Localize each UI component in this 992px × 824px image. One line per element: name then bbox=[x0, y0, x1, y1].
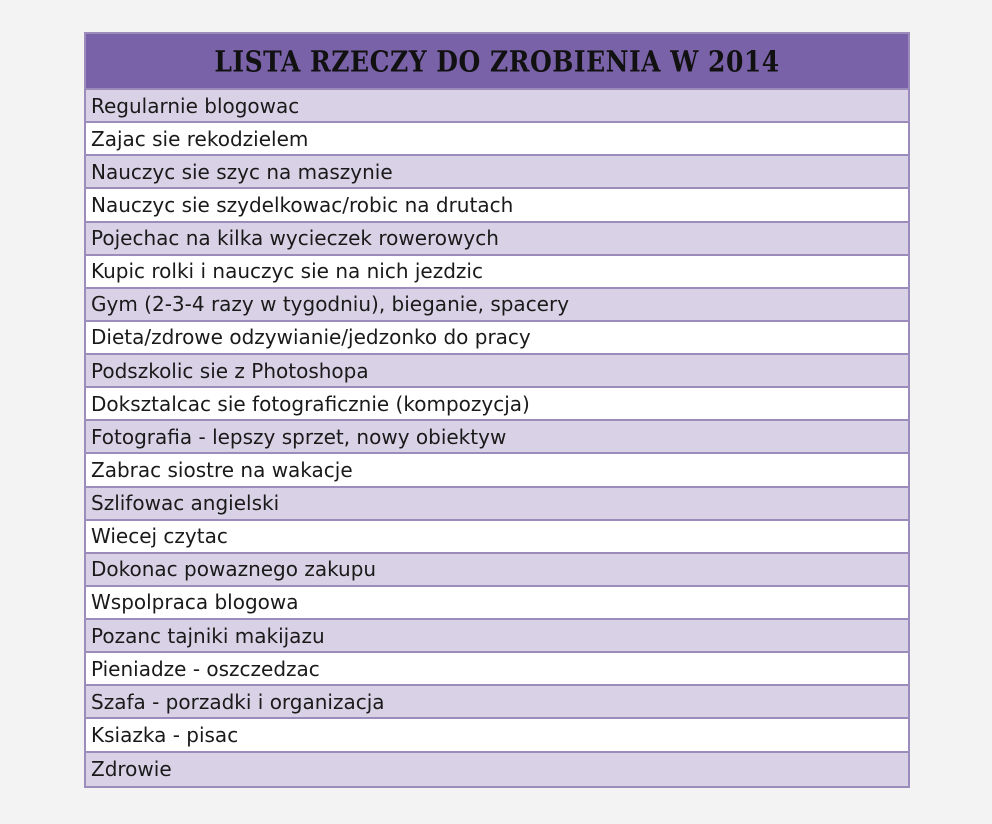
table-title: LISTA RZECZY DO ZROBIENIA W 2014 bbox=[214, 44, 780, 78]
todo-item: Zabrac siostre na wakacje bbox=[86, 454, 908, 487]
todo-item: Wspolpraca blogowa bbox=[86, 587, 908, 620]
todo-item: Doksztalcac sie fotograficznie (kompozycja) bbox=[86, 388, 908, 421]
todo-item: Ksiazka - pisac bbox=[86, 719, 908, 752]
todo-item: Podszkolic sie z Photoshopa bbox=[86, 355, 908, 388]
todo-item: Pojechac na kilka wycieczek rowerowych bbox=[86, 223, 908, 256]
todo-item: Szafa - porzadki i organizacja bbox=[86, 686, 908, 719]
todo-list bbox=[86, 90, 908, 786]
todo-item: Pieniadze - oszczedzac bbox=[86, 653, 908, 686]
todo-item: Nauczyc sie szyc na maszynie bbox=[86, 156, 908, 189]
todo-item: Pozanc tajniki makijazu bbox=[86, 620, 908, 653]
todo-table bbox=[84, 32, 910, 788]
todo-item: Wiecej czytac bbox=[86, 521, 908, 554]
todo-item: Kupic rolki i nauczyc sie na nich jezdzic bbox=[86, 256, 908, 289]
todo-item: Zdrowie bbox=[86, 753, 908, 786]
todo-item: Dokonac powaznego zakupu bbox=[86, 554, 908, 587]
table-header bbox=[86, 34, 908, 90]
todo-item: Regularnie blogowac bbox=[86, 90, 908, 123]
todo-item: Gym (2-3-4 razy w tygodniu), bieganie, spacery bbox=[86, 289, 908, 322]
todo-item: Fotografia - lepszy sprzet, nowy obiektyw bbox=[86, 421, 908, 454]
todo-item: Szlifowac angielski bbox=[86, 488, 908, 521]
todo-item: Dieta/zdrowe odzywianie/jedzonko do pracy bbox=[86, 322, 908, 355]
todo-item: Zajac sie rekodzielem bbox=[86, 123, 908, 156]
todo-item: Nauczyc sie szydelkowac/robic na drutach bbox=[86, 189, 908, 222]
